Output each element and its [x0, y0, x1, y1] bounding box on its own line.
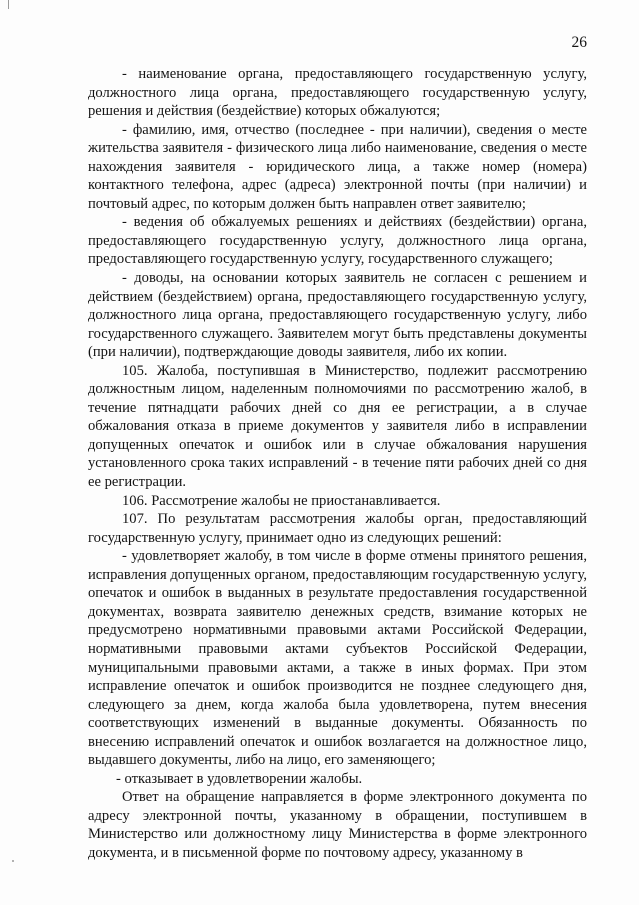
scan-edge-mark [8, 0, 9, 9]
paragraph-item-satisfy-complaint: - удовлетворяет жалобу, в том числе в форме отмены принятого решения, исправления допущенных органом, предоставляющим государственную услугу, опечаток и ошибок в выданных в результате предоставления государственной документах, возврата заявителю денежных средств, взимание которых не предусмотрено нормативными правовыми актами Российской Федерации, нормативными правовыми актами субъектов Российской Федерации, муниципальными правовыми актами, а также в иных формах. При этом исправление опечаток и ошибок производится не позднее следующего дня, следующего за днем, когда жалоба была удовлетворена, путем внесения соответствующих изменений в выданные документы. Обязанность по внесению исправлений опечаток и ошибок возлагается на должностное лицо, выдавшего документы, либо на лицо, его заменяющего; [88, 548, 587, 769]
scan-dust-mark [12, 860, 14, 862]
paragraph-105: 105. Жалоба, поступившая в Министерство, подлежит рассмотрению должностным лицом, наделенным полномочиями по рассмотрению жалоб, в течение пятнадцати рабочих дней со дня ее регистрации, а в случае обжалования отказа в приеме документов у заявителя либо в исправлении допущенных опечаток и ошибок или в случае обжалования нарушения установленного срока таких исправлений - в течение пяти рабочих дней со дня ее регистрации. [88, 362, 587, 491]
document-body [88, 65, 587, 863]
paragraph-response-delivery: Ответ на обращение направляется в форме электронного документа по адресу электронной почты, указанному в обращении, поступившем в Министерство или должностному лицу Министерства в форме электронного документа, и в письменной форме по почтовому адресу, указанному в [88, 789, 587, 861]
paragraph-item-refuse-complaint: - отказывает в удовлетворении жалобы. [116, 770, 363, 787]
paragraph-item-appealed-decisions: - ведения об обжалуемых решениях и действиях (бездействии) органа, предоставляющего государственную услугу, должностного лица органа, предоставляющего государственную услугу, государственного служащего; [88, 214, 587, 268]
paragraph-106: 106. Рассмотрение жалобы не приостанавливается. [122, 492, 441, 509]
paragraph-item-authority-name: - наименование органа, предоставляющего государственную услугу, должностного лица органа, предоставляющего государственную услугу, решения и действия (бездействие) которых обжалуются; [88, 66, 587, 120]
paragraph-107: 107. По результатам рассмотрения жалобы орган, предоставляющий государственную услугу, принимает одно из следующих решений: [88, 511, 587, 546]
paragraph-item-applicant-details: - фамилию, имя, отчество (последнее - при наличии), сведения о месте жительства заявителя - физического лица либо наименование, сведения о месте нахождения заявителя - юридического лица, а также номер (номера) контактного телефона, адрес (адреса) электронной почты (при наличии) и почтовый адрес, по которым должен быть направлен ответ заявителю; [88, 121, 587, 212]
page-number: 26 [571, 34, 587, 51]
paragraph-item-arguments: - доводы, на основании которых заявитель не согласен с решением и действием (бездействием) органа, предоставляющего государственную услугу, должностного лица органа, предоставляющего государственную услугу, либо государственного служащего. Заявителем могут быть представлены документы (при наличии), подтверждающие доводы заявителя, либо их копии. [88, 270, 587, 361]
